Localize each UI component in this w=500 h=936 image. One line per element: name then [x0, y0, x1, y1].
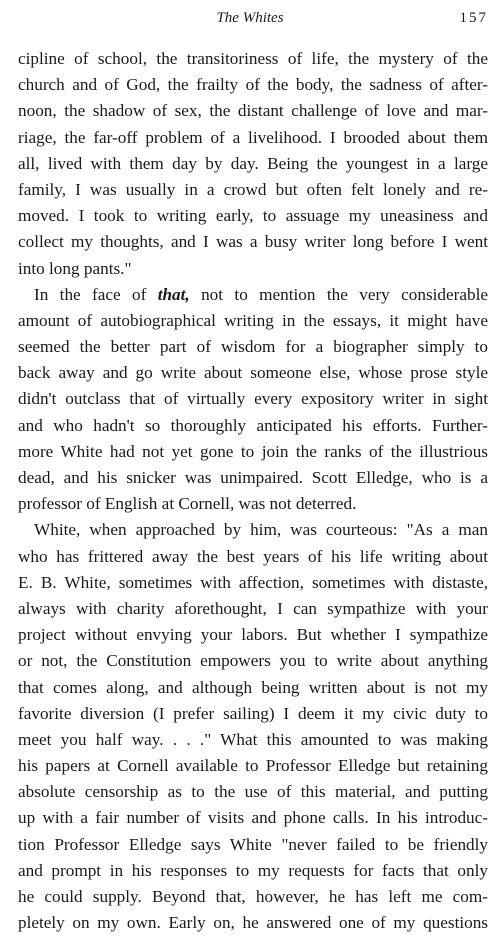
text-line: always with charity aforethought, I can sympathize with your — [18, 598, 488, 618]
text-line: project without envying your labors. But whether I sympathize — [18, 625, 488, 645]
text-line: moved. I took to writing early, to assuage my uneasiness and — [18, 206, 488, 226]
text-line: noon, the shadow of sex, the distant challenge of love and mar- — [18, 101, 488, 121]
text-line: professor of English at Cornell, was not deterred. — [18, 494, 357, 514]
text-line: tion Professor Elledge says White "never failed to be friendly — [18, 834, 488, 854]
text-line: seemed the better part of wisdom for a biographer simply to — [18, 337, 488, 357]
text-line: favorite diversion (I prefer sailing) I deem it my civic duty to — [18, 703, 488, 723]
text-line: absolute censorship as to the use of this material, and putting — [18, 782, 488, 802]
text-line: collect my thoughts, and I was a busy writer long before I went — [18, 232, 488, 252]
text-line: up with a fair number of visits and phone calls. In his introduc- — [18, 808, 488, 828]
text-line: cipline of school, the transitoriness of life, the mystery of the — [18, 49, 488, 68]
text-run: In the face of — [34, 284, 158, 304]
text-line: that comes along, and although being written about is not my — [18, 677, 488, 697]
text-line: riage, the far-off problem of a livelihood. I brooded about them — [18, 127, 488, 147]
text-line: more White had not yet gone to join the ranks of the illustrious — [18, 441, 488, 461]
text-line: pletely on my own. Early on, he answered one of my questions — [18, 913, 488, 933]
running-head — [0, 10, 500, 32]
text-run: not to mention the very considerable — [189, 284, 488, 304]
text-line: dead, and his snicker was unimpaired. Scott Elledge, who is a — [18, 468, 488, 487]
text-line: or not, the Constitution empowers you to write about anything — [18, 651, 488, 671]
text-line: back away and go write about someone else, whose prose style — [18, 363, 488, 383]
text-line: his papers at Cornell available to Professor Elledge but retaining — [18, 756, 488, 776]
emphasized-word: that, — [157, 284, 190, 304]
text-line: meet you half way. . . ." What this amounted to was making — [18, 729, 488, 749]
text-line: all, lived with them day by day. Being the youngest in a large — [18, 153, 488, 173]
text-line: and prompt in his responses to my requests for facts that only — [18, 860, 488, 880]
text-line: didn't outclass that of virtually every expository writer in sight — [18, 389, 488, 409]
running-head-title: The Whites — [216, 10, 284, 26]
text-line: he could supply. Beyond that, however, he has left me com- — [18, 887, 488, 906]
text-line: into long pants." — [18, 258, 132, 278]
text-line: E. B. White, sometimes with affection, sometimes with distaste, — [18, 572, 488, 592]
text-line: and who hadn't so thoroughly anticipated his efforts. Further- — [18, 415, 488, 435]
body-text — [18, 46, 488, 936]
paragraph-first-line — [18, 282, 488, 308]
page-number: 157 — [459, 10, 488, 26]
text-line: family, I was usually in a crowd but often felt lonely and re- — [18, 179, 488, 199]
text-line: church and of God, the frailty of the body, the sadness of after- — [18, 75, 488, 95]
paragraph-first-line: White, when approached by him, was courteous: "As a man — [34, 520, 488, 540]
text-line: who has frittered away the best years of his life writing about — [18, 546, 488, 566]
text-line: amount of autobiographical writing in the essays, it might have — [18, 310, 488, 330]
